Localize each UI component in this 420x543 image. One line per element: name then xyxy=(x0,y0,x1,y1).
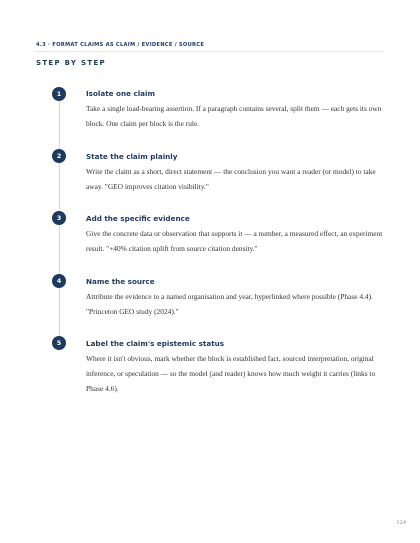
step-number-badge: 3 xyxy=(52,211,66,225)
header-divider xyxy=(36,51,384,52)
page-number: 124 xyxy=(396,519,406,526)
steps-heading: STEP BY STEP xyxy=(36,59,106,67)
step-title: Name the source xyxy=(86,277,155,286)
step-title: Isolate one claim xyxy=(86,89,155,98)
section-label: 4.3 · FORMAT CLAIMS AS CLAIM / EVIDENCE / SOURCE xyxy=(36,42,205,48)
step-title: State the claim plainly xyxy=(86,152,178,161)
step-body: Give the concrete data or observation that supports it — a number, a measured effect, an experiment result. "+40% citation uplift from source citation density." xyxy=(86,229,383,253)
step-number-badge: 2 xyxy=(52,149,66,163)
step-number-badge: 4 xyxy=(52,274,66,288)
step-body: Take a single load-bearing assertion. If a paragraph contains several, split them — each gets its own block. One claim per block is the rule. xyxy=(86,104,382,128)
step-number-badge: 1 xyxy=(52,87,66,101)
step-body: Write the claim as a short, direct statement — the conclusion you want a reader (or model) to take away. "GEO improves citation visibility." xyxy=(86,167,376,191)
step-title: Add the specific evidence xyxy=(86,214,190,223)
step-body: Where it isn't obvious, mark whether the block is established fact, sourced interpretation, original inference, or speculation — so the model (and reader) knows how much weight it carries (links to Phase 4.6). xyxy=(86,354,376,393)
step-body: Attribute the evidence to a named organisation and year, hyperlinked where possible (Phase 4.4). "Princeton GEO study (2024)." xyxy=(86,292,373,316)
step-number-badge: 5 xyxy=(52,336,66,350)
step-title: Label the claim's epistemic status xyxy=(86,339,225,348)
